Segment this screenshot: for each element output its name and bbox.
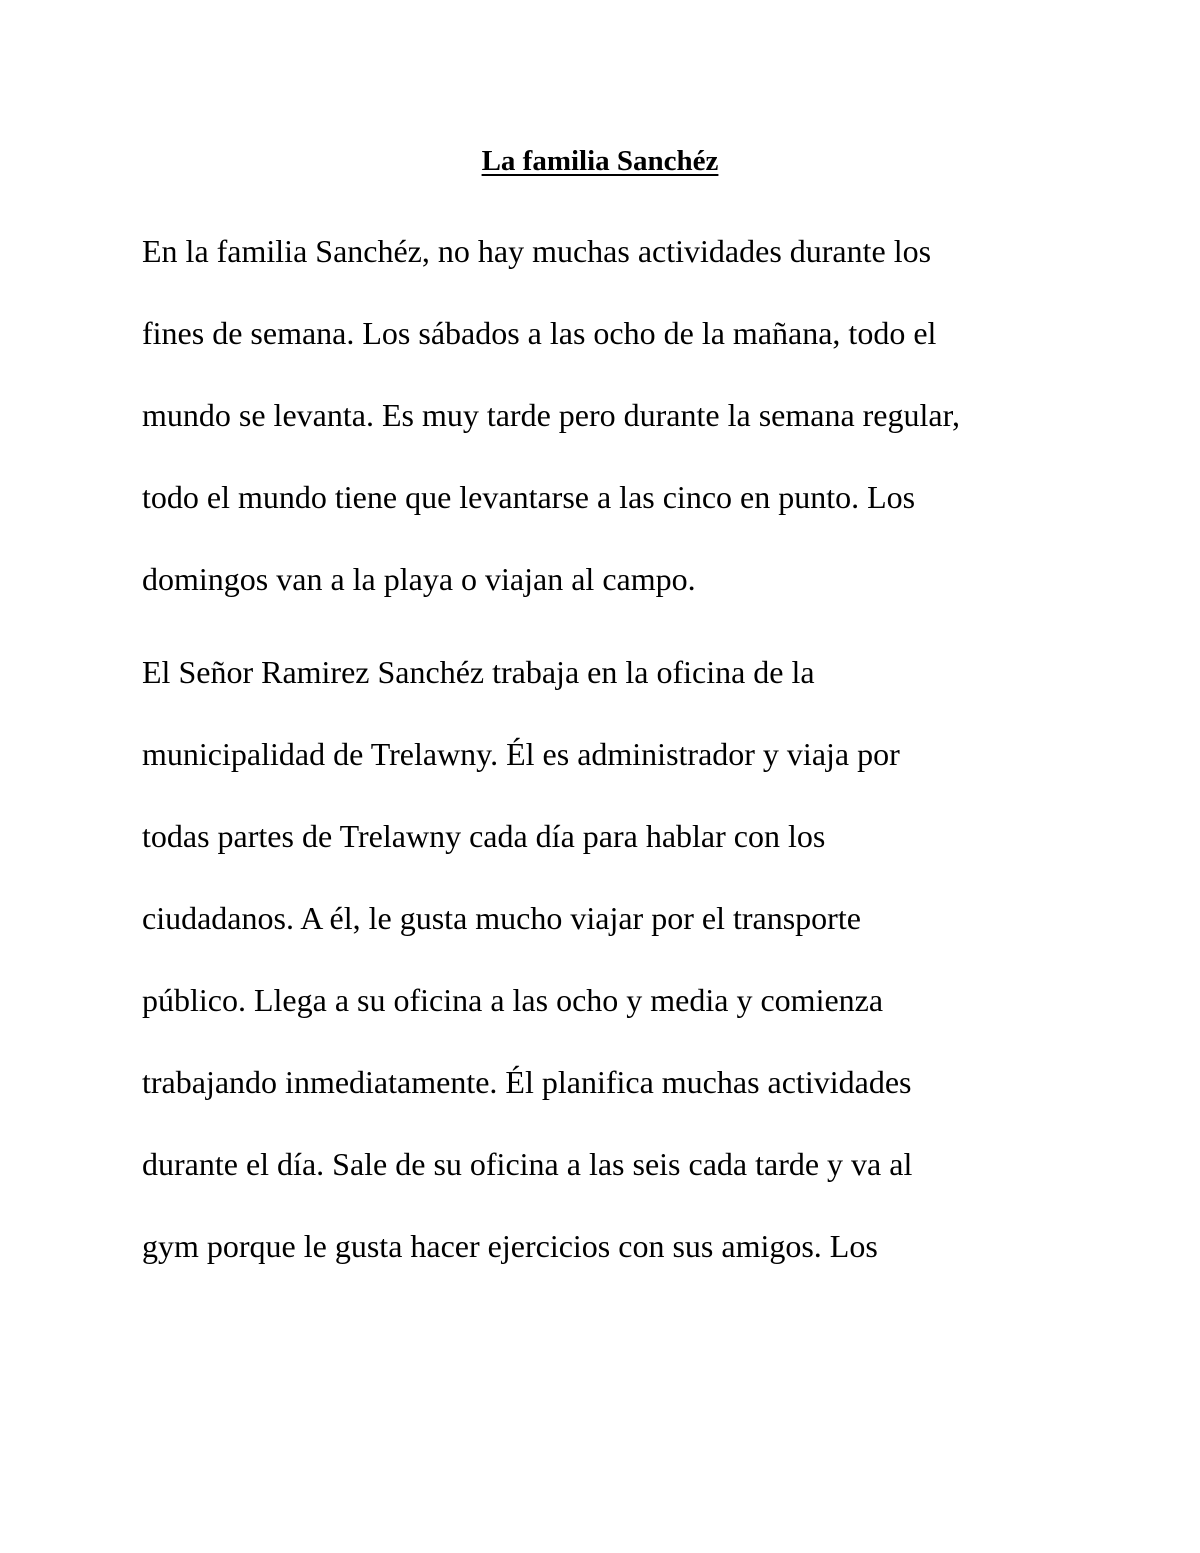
paragraph-line: durante el día. Sale de su oficina a las seis cada tarde y va al [142,1146,913,1182]
paragraph-line: trabajando inmediatamente. Él planifica muchas actividades [142,1064,912,1100]
paragraph-line: El Señor Ramirez Sanchéz trabaja en la oficina de la [142,654,815,690]
paragraph-line: ciudadanos. A él, le gusta mucho viajar por el transporte [142,900,861,936]
paragraph-line: público. Llega a su oficina a las ocho y media y comienza [142,982,884,1018]
paragraph-line: todas partes de Trelawny cada día para hablar con los [142,818,826,854]
paragraph-line: gym porque le gusta hacer ejercicios con sus amigos. Los [142,1228,878,1264]
paragraph-line: mundo se levanta. Es muy tarde pero durante la semana regular, [142,397,960,433]
paragraph-1 [142,210,1102,620]
paragraph-line: En la familia Sanchéz, no hay muchas actividades durante los [142,233,932,269]
paragraph-line: todo el mundo tiene que levantarse a las cinco en punto. Los [142,479,916,515]
paragraph-2 [142,631,1102,1287]
paragraph-line: municipalidad de Trelawny. Él es administrador y viaja por [142,736,900,772]
paragraph-line: domingos van a la playa o viajan al campo. [142,561,696,597]
document-title: La familia Sanchéz [481,145,719,177]
paragraph-line: fines de semana. Los sábados a las ocho de la mañana, todo el [142,315,937,351]
